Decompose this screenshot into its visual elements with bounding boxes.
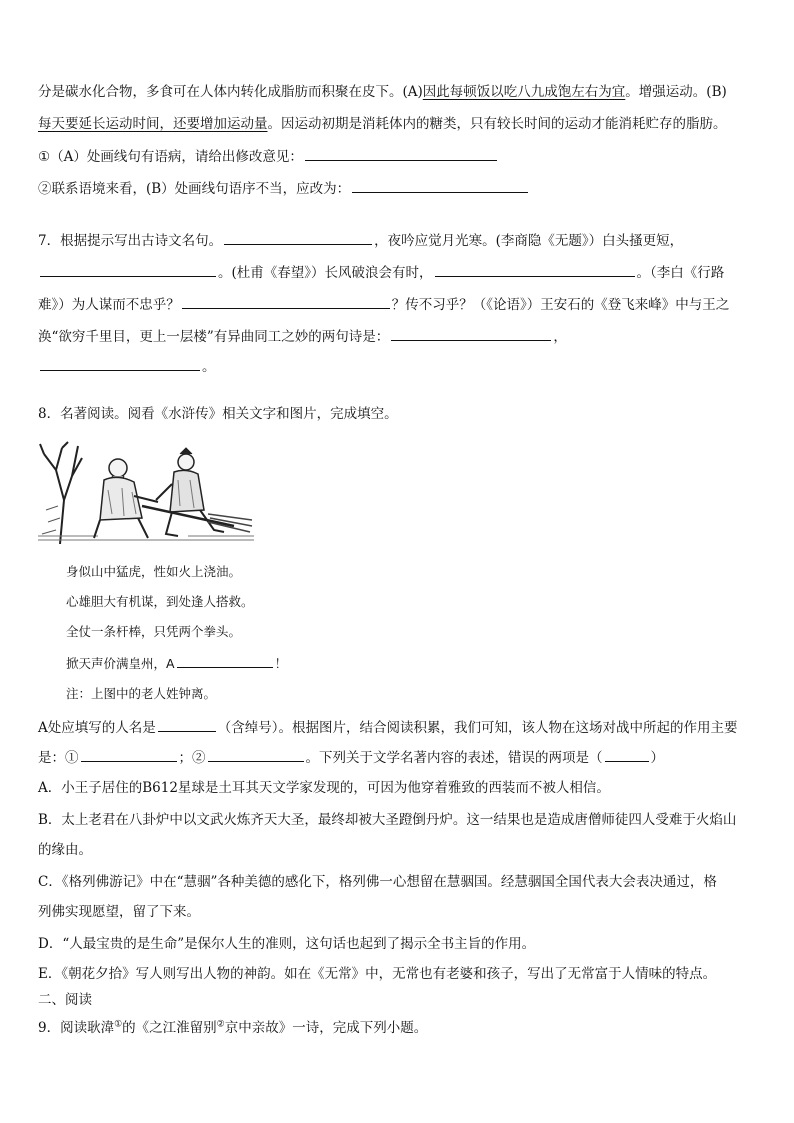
q7-line-2: 。(杜甫《春望》）长风破浪会有时， 。（李白《行路 bbox=[38, 262, 758, 283]
answer-blank[interactable] bbox=[305, 146, 497, 161]
poem-line-4: 掀天声价满皇州，A ！ bbox=[66, 653, 786, 674]
answer-blank[interactable] bbox=[158, 717, 216, 732]
answer-blank[interactable] bbox=[182, 294, 390, 309]
q6-subquestion-1: ①（A）处画线句有语病，请给出修改意见： bbox=[38, 146, 758, 167]
q6-line-2: 每天要延长运动时间，还要增加运动量。因运动初期是消耗体内的糖类，只有较长时间的运动才能消耗贮存的脂肪。 bbox=[38, 116, 727, 132]
answer-blank[interactable] bbox=[605, 747, 649, 762]
q7-line-5: 。 bbox=[38, 356, 758, 377]
option-b-line-1: B．太上老君在八卦炉中以文武火炼齐天大圣，最终却被大圣蹬倒丹炉。这一结果也是造成唐僧师徒四人受难于火焰山 bbox=[38, 812, 737, 828]
poem-line-2: 心雄胆大有机谋，到处逢人搭救。 bbox=[66, 594, 254, 609]
poem-line-3: 全仗一条杆棒，只凭两个拳头。 bbox=[66, 624, 242, 639]
answer-blank-a[interactable] bbox=[177, 653, 273, 668]
q7-line-3: 难》）为人谋而不忠乎？ ？传不习乎？（《论语》）王安石的《登飞来峰》中与王之 bbox=[38, 294, 758, 315]
answer-blank[interactable] bbox=[81, 747, 177, 762]
answer-blank[interactable] bbox=[391, 326, 551, 341]
poem-line-1: 身似山中猛虎，性如火上浇油。 bbox=[66, 564, 242, 579]
answer-blank[interactable] bbox=[208, 747, 304, 762]
q7-line-4: 涣“欲穷千里目，更上一层楼”有异曲同工之妙的两句诗是： ， bbox=[38, 326, 758, 347]
answer-blank[interactable] bbox=[352, 178, 528, 193]
q8-question-line-1: A处应填写的人名是 （含绰号）。根据图片，结合阅读积累，我们可知，该人物在这场对战中所起的作用主要 bbox=[38, 717, 758, 738]
option-c-line-2: 列佛实现愿望，留了下来。 bbox=[38, 904, 200, 920]
option-b-line-2: 的缘由。 bbox=[38, 842, 92, 858]
option-e: E．《朝花夕拾》写人则写出人物的神韵。如在《无常》中，无常也有老婆和孩子，写出了无常富于人情味的特点。 bbox=[38, 966, 717, 982]
answer-blank[interactable] bbox=[224, 230, 372, 245]
q6-subquestion-2: ②联系语境来看，(B）处画线句语序不当，应改为： bbox=[38, 178, 758, 199]
underlined-sentence-a: 因此每顿饭以吃八九成饱左右为宜 bbox=[422, 84, 626, 100]
woodcut-illustration-icon bbox=[38, 440, 254, 544]
option-a: A．小王子居住的B612星球是土耳其天文学家发现的，可因为他穿着雅致的西装而不被人相信。 bbox=[38, 780, 610, 796]
section-heading: 二、阅读 bbox=[38, 992, 92, 1008]
option-c-line-1: C．《格列佛游记》中在“慧骃”各种美德的感化下，格列佛一心想留在慧骃国。经慧骃国全国代表大会表决通过，格 bbox=[38, 874, 717, 890]
q6-line-1: 分是碳水化合物，多食可在人体内转化成脂肪而积聚在皮下。(A)因此每顿饭以吃八九成饱左右为宜。增强运动。(B) bbox=[38, 84, 727, 100]
underlined-sentence-b: 每天要延长运动时间，还要增加运动量 bbox=[38, 116, 268, 132]
q7-line-1: 7．根据提示写出古诗文名句。 ，夜吟应觉月光寒。(李商隐《无题》）白头搔更短， bbox=[38, 230, 758, 251]
q9-line: 9．阅读耿湋①的《之江淮留别②京中亲故》一诗，完成下列小题。 bbox=[38, 1019, 428, 1036]
answer-blank[interactable] bbox=[435, 262, 635, 277]
q8-title: 8．名著阅读。阅看《水浒传》相关文字和图片，完成填空。 bbox=[38, 406, 398, 422]
answer-blank[interactable] bbox=[40, 262, 216, 277]
q8-question-line-2: 是：① ；② 。下列关于文学名著内容的表述，错误的两项是（ ） bbox=[38, 747, 758, 768]
poem-note: 注：上图中的老人姓钟离。 bbox=[66, 686, 217, 701]
option-d: D．“人最宝贵的是生命”是保尔人生的准则，这句话也起到了揭示全书主旨的作用。 bbox=[38, 936, 536, 952]
answer-blank[interactable] bbox=[40, 356, 200, 371]
